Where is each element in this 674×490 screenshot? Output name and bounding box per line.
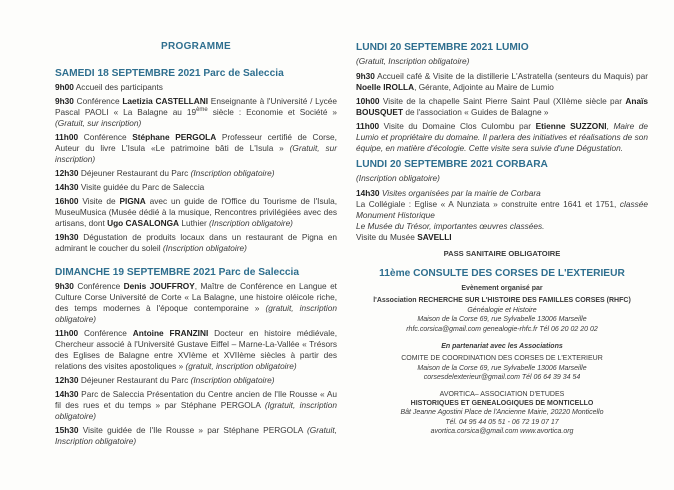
entry-bold-text: Denis JOUFFROY bbox=[123, 281, 195, 291]
entry-text: , bbox=[606, 121, 614, 131]
entry-italic-text: (gratuit, inscription obligatoire) bbox=[185, 361, 297, 371]
entry-text: Visite guidée de l'Ile Rousse » par Stéphane PERGOLA bbox=[78, 425, 308, 435]
program-entry bbox=[55, 196, 337, 229]
entry-text: Docteur en histoire médiévale, Chercheur associé à l'Université Gustave Eiffel – Marne-La-Vallée « Trésors des Eglises de Balagne entre XVIème et XVIIème siècles à partir des relations des visites apostoliques » bbox=[55, 328, 337, 371]
entries-lumio bbox=[356, 71, 648, 154]
right-column bbox=[356, 41, 648, 437]
entry-text: siècle : Economie et Société » bbox=[207, 107, 337, 117]
entry-italic-text: Visites organisées par la mairie de Corbara bbox=[379, 188, 541, 198]
entry-bold-text: 15h30 bbox=[55, 425, 79, 435]
entry-bold-text: Antoine FRANZINI bbox=[132, 328, 209, 338]
program-entry bbox=[356, 188, 648, 243]
lumio-note: (Gratuit, Inscription obligatoire) bbox=[356, 56, 470, 66]
entry-text: Conférence bbox=[73, 96, 123, 106]
day-heading-samedi: SAMEDI 18 SEPTEMBRE 2021 Parc de Saleccia bbox=[55, 68, 284, 79]
program-entry bbox=[55, 389, 337, 422]
day-heading-corbara: LUNDI 20 SEPTEMBRE 2021 CORBARA bbox=[356, 159, 548, 170]
entry-text: Dégustation de produits locaux dans un restaurant de Pigna en admirant le coucher du soleil bbox=[55, 232, 337, 253]
entry-bold-text: Laetizia CASTELLANI bbox=[122, 96, 209, 106]
organizers-block bbox=[356, 284, 648, 437]
avortica-name1: AVORTICA– ASSOCIATION D'ETUDES bbox=[439, 390, 565, 398]
entry-bold-text: 14h30 bbox=[356, 188, 380, 198]
program-entry bbox=[55, 132, 337, 165]
day-dimanche bbox=[55, 266, 337, 447]
entry-bold-text: 11h00 bbox=[356, 121, 380, 131]
entry-bold-text: 9h30 bbox=[55, 281, 74, 291]
entry-bold-text: 14h30 bbox=[55, 182, 79, 192]
entry-text: Déjeuner Restaurant du Parc bbox=[78, 375, 191, 385]
entry-italic-text: Le Musée du Trésor, importantes œuvres classées. bbox=[356, 221, 545, 231]
program-entry bbox=[55, 182, 337, 193]
program-entry bbox=[55, 281, 337, 325]
avortica-tel: Tél. 04 95 44 05 51 - 06 72 19 07 17 bbox=[445, 418, 559, 426]
entry-italic-text: (gratuit, inscription obligatoire) bbox=[55, 303, 337, 324]
program-entry bbox=[55, 232, 337, 254]
entry-text: Professeur certifié de Corse, Auteur du livre L'Isula «Le patrimoine bâti de L'Isula » bbox=[55, 132, 337, 153]
programme-title: PROGRAMME bbox=[161, 41, 231, 52]
entry-bold-text: 11h00 bbox=[55, 328, 79, 338]
entry-text: Visite guidée du Parc de Saleccia bbox=[78, 182, 205, 192]
entry-text: Parc de Saleccia Présentation du Centre ancien de l'Ile Rousse « Au fil des rues et du temps » par Stéphane PERGOLA bbox=[55, 389, 337, 410]
rhfc-name: l'Association RECHERCHE SUR L'HISTOIRE DES FAMILLES CORSES (RHFC) bbox=[373, 297, 631, 305]
entry-bold-text: Stéphane PERGOLA bbox=[132, 132, 217, 142]
entry-italic-text: Maire de Lumio et propriétaire du domaine. Il parlera des initiatives et réalisations de son équipe, en matière d'écologie. Cette visite sera suivie d'une Dégustation. bbox=[356, 121, 648, 153]
entry-text: Visite du Musée bbox=[356, 232, 418, 242]
program-entry bbox=[55, 375, 337, 386]
entry-text: Enseignante à l'Université / Lycée Pascal PAOLI « La Balagne au 19 bbox=[55, 96, 337, 117]
entry-text: , Maître de Conférence en Langue et Culture Corse Université de Corte « La Balagne, une histoire oléicole riche, des temps modernes à l'époque contemporaine » bbox=[55, 281, 337, 313]
program-entry bbox=[55, 425, 337, 447]
entry-text: Conférence bbox=[78, 132, 133, 142]
entry-text: , Gérante, Adjointe au Maire de Lumio bbox=[414, 82, 554, 92]
entry-text: Conférence bbox=[78, 328, 133, 338]
entry-italic-text: (Inscription obligatoire) bbox=[190, 375, 275, 385]
entry-text: Visite de la chapelle Saint Pierre Saint Paul (XIIème siècle par bbox=[379, 96, 626, 106]
comite-contact: corsesdelexterieur@gmail.com Tél 06 64 39 34 54 bbox=[423, 374, 581, 382]
entry-bold-text: 16h00 bbox=[55, 196, 79, 206]
entry-bold-text: Noelle IROLLA bbox=[356, 82, 415, 92]
entries-samedi bbox=[55, 82, 337, 254]
entry-bold-text: PIGNA bbox=[119, 196, 146, 206]
entry-italic-text: (Inscription obligatoire) bbox=[209, 218, 293, 228]
entry-bold-text: 14h30 bbox=[55, 389, 79, 399]
comite-address: Maison de la Corse 69, rue Sylvabelle 13006 Marseille bbox=[417, 364, 587, 372]
entry-text: ème bbox=[196, 107, 208, 114]
program-entry bbox=[55, 328, 337, 372]
program-entry bbox=[356, 121, 648, 154]
organise-label: Evènement organisé par bbox=[461, 285, 543, 292]
rhfc-sub: Généalogie et Histoire bbox=[467, 306, 537, 314]
program-entry bbox=[55, 96, 337, 129]
entry-bold-text: 9h00 bbox=[55, 82, 74, 92]
avortica-contact: avortica.corsica@gmail.com www.avortica.org bbox=[430, 428, 574, 436]
rhfc-contact: rhfc.corsica@gmail.com genealogie-rhfc.fr Tél 06 20 02 20 02 bbox=[406, 325, 598, 333]
entry-text: Visite du Domaine Clos Culombu par bbox=[379, 121, 536, 131]
program-entry bbox=[55, 82, 337, 93]
entry-bold-text: 9h30 bbox=[55, 96, 74, 106]
avortica-address: Bât Jeanne Agostini Place de l'Ancienne Mairie, 20220 Monticello bbox=[400, 409, 604, 417]
entry-text: de l'association « Guides de Balagne » bbox=[403, 107, 549, 117]
entry-italic-text: (Inscription obligatoire) bbox=[190, 168, 275, 178]
entry-bold-text: 12h30 bbox=[55, 375, 79, 385]
entry-italic-text: (Inscription obligatoire) bbox=[162, 243, 247, 253]
entry-bold-text: 10h00 bbox=[356, 96, 380, 106]
comite-name: COMITE DE COORDINATION DES CORSES DE L'EXTERIEUR bbox=[401, 355, 603, 363]
day-heading-lumio: LUNDI 20 SEPTEMBRE 2021 LUMIO bbox=[356, 42, 529, 53]
entry-italic-text: (Gratuit, sur inscription) bbox=[55, 118, 142, 128]
entry-italic-text: classée Monument Historique bbox=[356, 199, 648, 220]
entry-bold-text: SAVELLI bbox=[417, 232, 452, 242]
program-entry bbox=[356, 71, 648, 93]
pass-sanitaire: PASS SANITAIRE OBLIGATOIRE bbox=[443, 249, 561, 258]
program-entry bbox=[55, 168, 337, 179]
entry-bold-text: Etienne SUZZONI bbox=[535, 121, 607, 131]
entries-dimanche bbox=[55, 281, 337, 447]
entry-bold-text: Anaïs BOUSQUET bbox=[356, 96, 648, 117]
corbara-note: (Inscription obligatoire) bbox=[356, 173, 440, 183]
entry-text: Accueil des participants bbox=[73, 82, 163, 92]
entry-bold-text: 12h30 bbox=[55, 168, 79, 178]
day-heading-dimanche: DIMANCHE 19 SEPTEMBRE 2021 Parc de Saleccia bbox=[55, 267, 300, 278]
consulte-title: 11ème CONSULTE DES CORSES DE L'EXTERIEUR bbox=[379, 268, 625, 279]
entry-text: Accueil café & Visite de la distillerie L'Astratella (senteurs du Maquis) par bbox=[374, 71, 648, 81]
partenariat-label: En partenariat avec les Associations bbox=[441, 343, 563, 351]
entry-bold-text: Ugo CASALONGA bbox=[107, 218, 180, 228]
entry-bold-text: 9h30 bbox=[356, 71, 375, 81]
day-samedi bbox=[55, 67, 337, 254]
entry-italic-text: (Gratuit, sur inscription) bbox=[55, 143, 337, 164]
day-lumio bbox=[356, 41, 648, 154]
entry-text: Luthier bbox=[179, 218, 210, 228]
entry-text: Visite de bbox=[78, 196, 120, 206]
entry-text: Déjeuner Restaurant du Parc bbox=[78, 168, 191, 178]
program-entry bbox=[356, 96, 648, 118]
entry-text: avec un guide de l'Office du Tourisme de l'Isula, MuseuMusica (Musée dédié à la musique, Rencontres privilégiées avec des artisans, dont bbox=[55, 196, 337, 228]
entry-text: La Collégiale : Eglise « A Nunziata » construite entre 1641 et 1751, bbox=[356, 199, 620, 209]
entry-bold-text: 11h00 bbox=[55, 132, 79, 142]
entry-bold-text: 19h30 bbox=[55, 232, 79, 242]
avortica-name2: HISTORIQUES ET GENEALOGIQUES DE MONTICELLO bbox=[410, 400, 594, 408]
entry-italic-text: (Gratuit, Inscription obligatoire) bbox=[55, 425, 337, 446]
entry-italic-text: (Igratuit, inscription obligatoire) bbox=[55, 400, 338, 421]
left-column bbox=[55, 40, 337, 459]
day-corbara bbox=[356, 158, 648, 243]
entries-corbara bbox=[356, 188, 648, 243]
rhfc-address: Maison de la Corse 69, rue Sylvabelle 13006 Marseille bbox=[417, 316, 587, 324]
entry-text: Conférence bbox=[73, 281, 124, 291]
